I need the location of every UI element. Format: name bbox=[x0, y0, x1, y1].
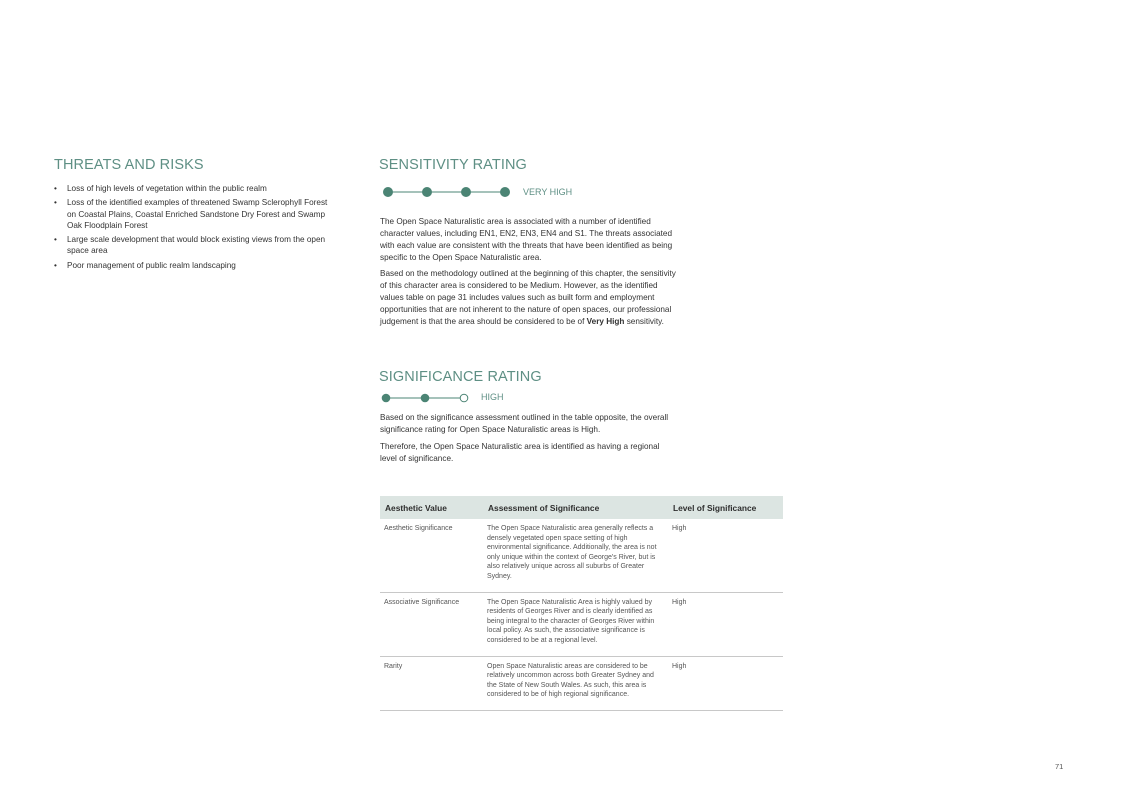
sensitivity-rating-label: VERY HIGH bbox=[523, 187, 573, 197]
scale-dot-filled bbox=[382, 394, 390, 402]
page-number: 71 bbox=[1055, 762, 1064, 771]
table-row bbox=[380, 592, 783, 656]
threats-list bbox=[54, 183, 334, 274]
sensitivity-rating-scale bbox=[383, 184, 603, 202]
significance-rating-scale bbox=[381, 392, 541, 406]
cell-assessment: Open Space Naturalistic areas are considered to be relatively uncommon across both Greater Sydney and the State of New South Wales. As such, this area is considered to be of high regional significance. bbox=[483, 656, 668, 710]
sensitivity-p2-text: Based on the methodology outlined at the beginning of this chapter, the sensitivity of this character area is considered to be Medium. However, as the identified values table on page 31 includes values such as built form and employment opportunities that are not inherent to the nature of open spaces, our professional judgement is that the area should be considered to be of bbox=[380, 269, 676, 326]
significance-paragraph-1: Based on the significance assessment outlined in the table opposite, the overall significance rating for Open Space Naturalistic areas is High. bbox=[380, 413, 669, 434]
header-level: Level of Significance bbox=[668, 496, 783, 519]
list-item: • Large scale development that would block existing views from the open space area bbox=[54, 234, 334, 257]
significance-paragraph-2: Therefore, the Open Space Naturalistic area is identified as having a regional level of significance. bbox=[380, 442, 660, 463]
table-header-row bbox=[380, 496, 783, 519]
scale-dot-filled bbox=[384, 188, 393, 197]
sensitivity-title: SENSITIVITY RATING bbox=[379, 157, 527, 173]
header-aesthetic-value: Aesthetic Value bbox=[380, 496, 483, 519]
table-row bbox=[380, 656, 783, 710]
scale-dot-empty bbox=[460, 394, 468, 402]
sensitivity-p2-end: sensitivity. bbox=[624, 317, 664, 326]
list-item: • Poor management of public realm landscaping bbox=[54, 260, 334, 271]
cell-level: High bbox=[668, 592, 783, 656]
significance-dots bbox=[381, 392, 471, 406]
significance-table bbox=[380, 496, 783, 711]
scale-dot-filled bbox=[423, 188, 432, 197]
significance-rating-label: HIGH bbox=[481, 392, 504, 402]
cell-value: Rarity bbox=[380, 656, 483, 710]
table-row bbox=[380, 519, 783, 592]
sensitivity-dots bbox=[383, 184, 513, 202]
significance-title: SIGNIFICANCE RATING bbox=[379, 369, 542, 385]
cell-assessment: The Open Space Naturalistic Area is highly valued by residents of Georges River and is clearly identified as being integral to the character of Georges River within local policy. As such, the associative significance is considered to be at a regional level. bbox=[483, 592, 668, 656]
cell-assessment: The Open Space Naturalistic area generally reflects a densely vegetated open space setting of high environmental significance. Additionally, the area is not only unique within the context of George's River, but is also relatively unique across all suburbs of Greater Sydney. bbox=[483, 519, 668, 592]
sensitivity-paragraph-2 bbox=[380, 268, 680, 328]
scale-dot-filled bbox=[421, 394, 429, 402]
header-assessment: Assessment of Significance bbox=[483, 496, 668, 519]
cell-level: High bbox=[668, 656, 783, 710]
list-item: • Loss of the identified examples of threatened Swamp Sclerophyll Forest on Coastal Plains, Coastal Enriched Sandstone Dry Forest and Swamp Oak Floodplain Forest bbox=[54, 197, 334, 231]
cell-value: Associative Significance bbox=[380, 592, 483, 656]
sensitivity-p2-bold: Very High bbox=[586, 317, 625, 326]
sensitivity-paragraph-1: The Open Space Naturalistic area is associated with a number of identified character values, including EN1, EN2, EN3, EN4 and S1. The threats associated with each value are consistent with the threats that have been identified as being specific to the Open Space Naturalistic area. bbox=[380, 217, 673, 262]
cell-value: Aesthetic Significance bbox=[380, 519, 483, 592]
threats-title: THREATS AND RISKS bbox=[54, 157, 204, 173]
scale-dot-filled bbox=[462, 188, 471, 197]
scale-dot-filled bbox=[501, 188, 510, 197]
list-item: • Loss of high levels of vegetation within the public realm bbox=[54, 183, 334, 194]
cell-level: High bbox=[668, 519, 783, 592]
